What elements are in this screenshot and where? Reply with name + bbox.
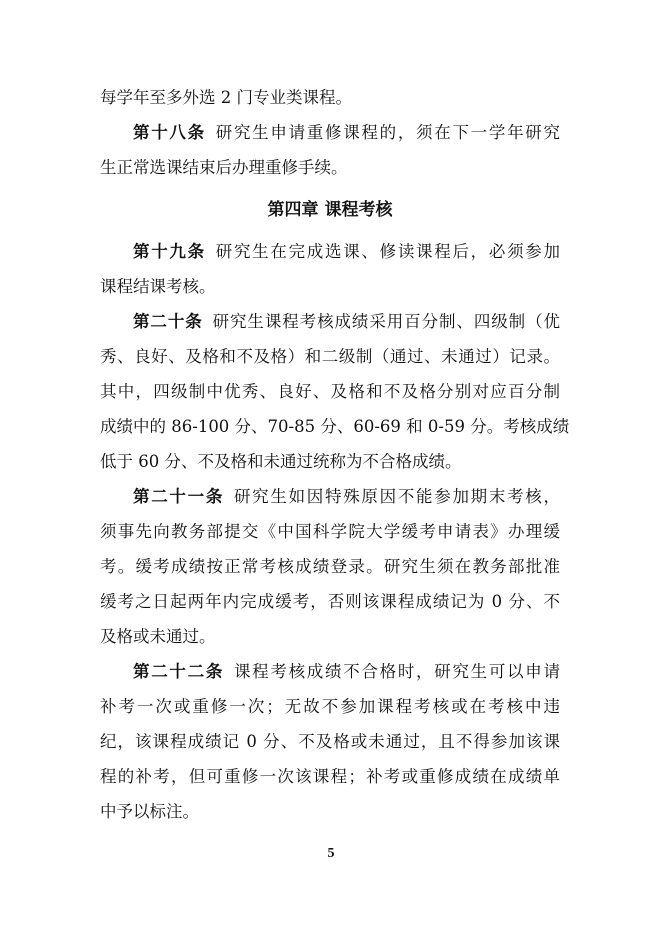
article-text: 研究生申请重修课程的，须在下一学年研究 <box>215 123 561 142</box>
document-body <box>100 80 570 829</box>
article-text: 研究生在完成选课、修读课程后，必须参加 <box>215 242 561 261</box>
article-text: 研究生课程考核成绩采用百分制、四级制（优 <box>212 312 561 331</box>
article-22 <box>100 654 560 829</box>
article-text: 程的补考，但可重修一次该课程；补考或重修成绩在成绩单 <box>100 767 560 786</box>
article-lead: 第二十条 <box>133 312 203 331</box>
article-19 <box>100 234 560 304</box>
article-text: 研究生如因特殊原因不能参加期末考核， <box>233 487 561 506</box>
article-text: 缓考之日起两年内完成缓考，否则该课程成绩记为 0 分、不 <box>100 592 560 611</box>
article-text: 纪，该课程成绩记 0 分、不及格或未通过，且不得参加该课 <box>100 732 560 751</box>
article-text: 及格或未通过。 <box>100 627 216 646</box>
paragraph-continuation: 每学年至多外选 2 门专业类课程。 <box>100 88 352 107</box>
article-lead: 第十八条 <box>133 123 206 142</box>
chapter-heading: 第四章 课程考核 <box>267 200 393 220</box>
article-text: 低于 60 分、不及格和未通过统称为不合格成绩。 <box>100 452 462 471</box>
article-lead: 第二十一条 <box>133 487 225 506</box>
article-text: 须事先向教务部提交《中国科学院大学缓考申请表》办理缓 <box>100 522 560 541</box>
article-text: 课程考核成绩不合格时，研究生可以申请 <box>233 662 561 681</box>
article-text: 成绩中的 86-100 分、70-85 分、60-69 和 0-59 分。考核成绩 <box>100 417 570 436</box>
article-text: 课程结课考核。 <box>100 277 216 296</box>
article-text: 生正常选课结束后办理重修手续。 <box>100 158 348 177</box>
article-text: 中予以标注。 <box>100 802 199 821</box>
article-18 <box>100 115 560 185</box>
page-number: 5 <box>327 846 335 861</box>
article-text: 其中，四级制中优秀、良好、及格和不及格分别对应百分制 <box>100 382 560 401</box>
article-20 <box>100 304 570 479</box>
article-text: 秀、良好、及格和不及格）和二级制（通过、未通过）记录。 <box>100 347 560 366</box>
article-lead: 第十九条 <box>133 242 206 261</box>
article-text: 考。缓考成绩按正常考核成绩登录。研究生须在教务部批准 <box>100 557 560 576</box>
article-21 <box>100 479 560 654</box>
article-lead: 第二十二条 <box>133 662 225 681</box>
article-text: 补考一次或重修一次；无故不参加课程考核或在考核中违 <box>100 697 560 716</box>
